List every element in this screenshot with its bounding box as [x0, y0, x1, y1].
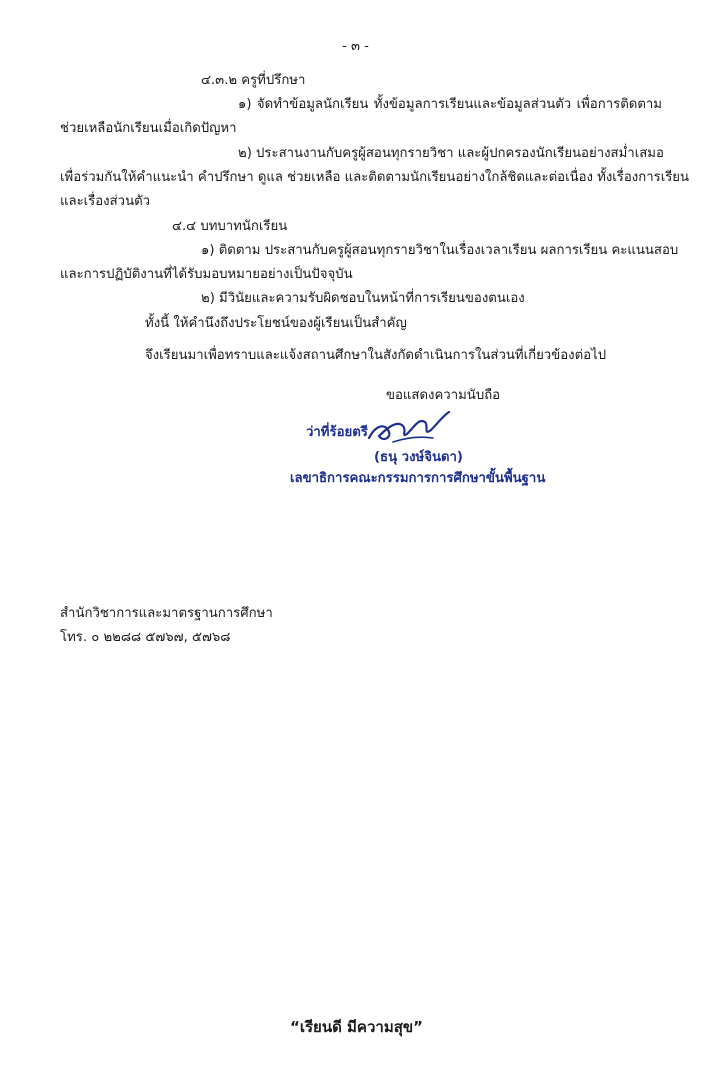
section-4-4-item1-line1: ๑) ติดตาม ประสานกับครูผู้สอนทุกรายวิชาในเรื่องเวลาเรียน ผลการเรียน คะแนนสอบ: [201, 243, 679, 258]
sender-office: สำนักวิชาการและมาตรฐานการศึกษา: [60, 606, 273, 621]
request-sentence: จึงเรียนมาเพื่อทราบและแจ้งสถานศึกษาในสังกัดดำเนินการในส่วนที่เกี่ยวข้องต่อไป: [145, 348, 607, 363]
sender-phone: โทร. ๐ ๒๒๘๘ ๕๗๖๗, ๕๗๖๘: [60, 630, 231, 645]
closing-note: ทั้งนี้ ให้คำนึงถึงประโยชน์ของผู้เรียนเป็นสำคัญ: [145, 316, 407, 331]
section-4-3-2-item2-line2: เพื่อร่วมกันให้คำแนะนำ คำปรึกษา ดูแล ช่วยเหลือ และติดตามนักเรียนอย่างใกล้ชิดและต่อเนื่อง ทั้งเรื่องการเรียน: [60, 170, 690, 185]
section-4-3-2-item2-line1: ๒) ประสานงานกับครูผู้สอนทุกรายวิชา และผู้ปกครองนักเรียนอย่างสม่ำเสมอ: [238, 146, 664, 161]
section-4-4-item2-line1: ๒) มีวินัยและความรับผิดชอบในหน้าที่การเรียนของตนเอง: [201, 291, 525, 306]
section-4-3-2-item1-line1: ๑) จัดทำข้อมูลนักเรียน ทั้งข้อมูลการเรียนและข้อมูลส่วนตัว เพื่อการติดตาม: [238, 97, 662, 112]
section-4-3-2-item2-line3: และเรื่องส่วนตัว: [60, 194, 151, 209]
section-4-4-heading: ๔.๔ บทบาทนักเรียน: [172, 219, 288, 234]
page-number: - ๓ -: [342, 39, 369, 54]
motto: “เรียนดี มีความสุข”: [290, 1018, 423, 1036]
section-4-4-item1-line2: และการปฏิบัติงานที่ได้รับมอบหมายอย่างเป็นปัจจุบัน: [60, 267, 353, 282]
signature-position: เลขาธิการคณะกรรมการการศึกษาขั้นพื้นฐาน: [290, 471, 546, 486]
complimentary-close: ขอแสดงความนับถือ: [386, 388, 501, 403]
signature-name: (ธนุ วงษ์จินดา): [374, 450, 463, 465]
handwritten-signature: [363, 408, 453, 452]
signature-rank: ว่าที่ร้อยตรี: [306, 425, 368, 440]
section-4-3-2-item1-line2: ช่วยเหลือนักเรียนเมื่อเกิดปัญหา: [60, 121, 237, 136]
section-4-3-2-heading: ๔.๓.๒ ครูที่ปรึกษา: [201, 73, 306, 88]
